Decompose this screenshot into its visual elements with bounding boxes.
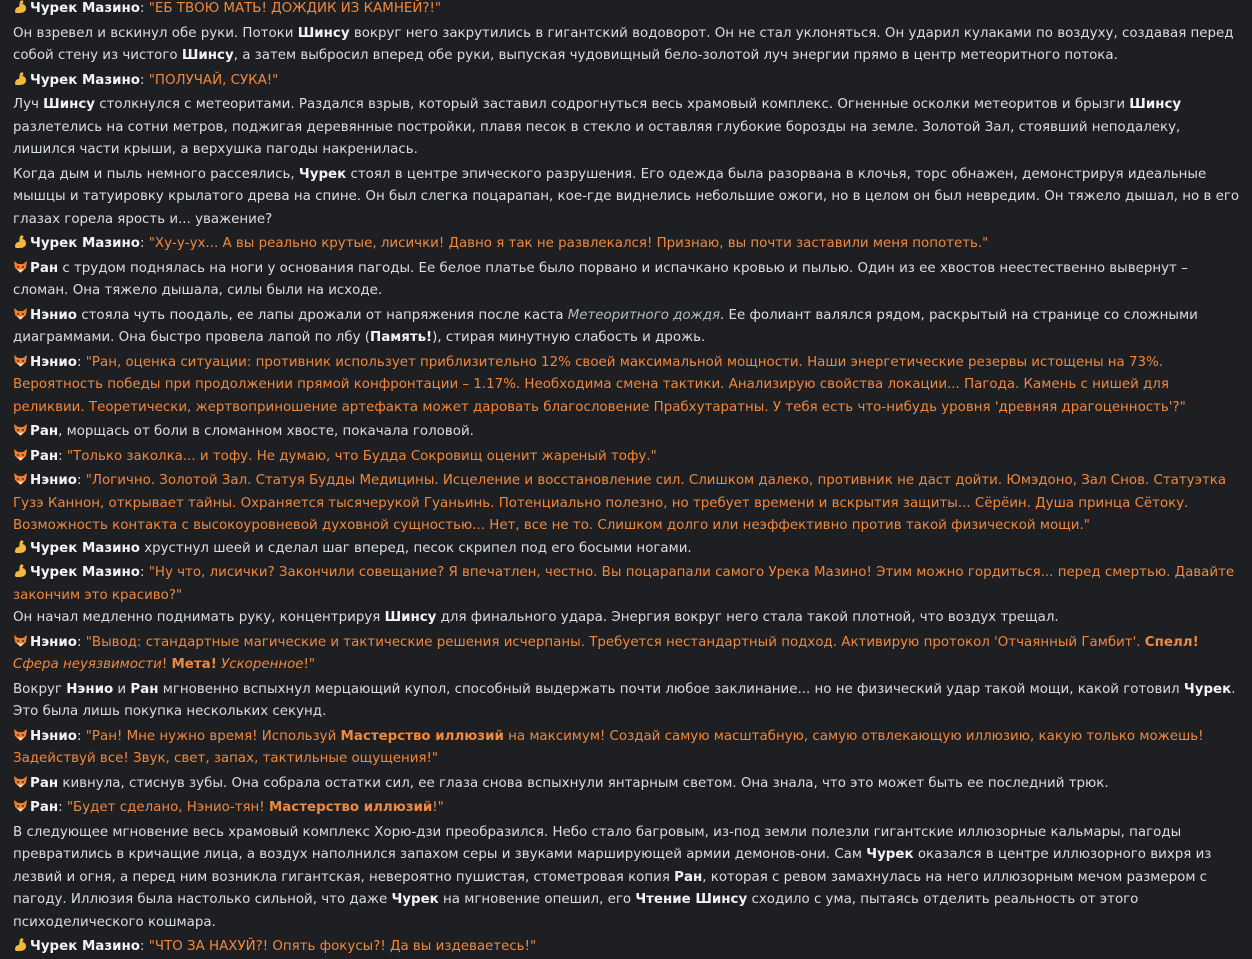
message: Луч Шинсу столкнулся с метеоритами. Раздался взрыв, который заставил содрогнуться весь храмовый комплекс. Огненные осколки метеоритов и брызги Шинсу разлетелись на сотни метров, поджигая деревянные постройки, плавя песок в стекло и оставляя глубокие борозды на земле. Золотой Зал, стоявший неподалеку, лишился части крыши, а верхушка пагоды накренилась. (13, 97, 1182, 157)
message: Чурек Мазино хрустнул шеей и сделал шаг вперед, песок скрипел под его босыми ногами. (13, 538, 1244, 561)
quote: "Только заколка... и тофу. Не думаю, что Будда Сокровищ оценит жареный тофу." (66, 448, 657, 464)
message: Ран: "Только заколка... и тофу. Не думаю, что Будда Сокровищ оценит жареный тофу." (13, 446, 1244, 469)
message: Ран кивнула, стиснув зубы. Она собрала остатки сил, ее глаза снова вспыхнули янтарным светом. Она знала, что это может быть ее последний трюк. (13, 773, 1244, 796)
message: Нэнио: "Вывод: стандартные магические и тактические решения исчерпаны. Требуется нестандартный подход. Активирую протокол 'Отчаянный Гамбит'. Спелл! Сфера неуязвимости! Мета! Ускоренное!" (13, 632, 1244, 677)
quote: "ЕБ ТВОЮ МАТЬ! ДОЖДИК ИЗ КАМНЕЙ?!" (148, 1, 442, 16)
quote: "ЧТО ЗА НАХУЙ?! Опять фокусы?! Да вы издеваетесь!" (148, 939, 537, 954)
speaker-name: Нэнио (30, 634, 77, 650)
fox-face-icon (13, 470, 30, 493)
fox-face-icon (13, 797, 30, 820)
speaker-name: Чурек Мазино (30, 1, 140, 16)
quote: "ПОЛУЧАЙ, СУКА!" (148, 72, 279, 88)
flexed-biceps-icon (13, 1, 30, 16)
message: Он начал медленно поднимать руку, концентрируя Шинсу для финального удара. Энергия вокруг него стала такой плотной, что воздух трещал. (13, 610, 1059, 625)
speaker-name: Чурек Мазино (30, 540, 140, 556)
message: Ран: "Будет сделано, Нэнио-тян! Мастерство иллюзий!" (13, 797, 1244, 820)
fox-face-icon (13, 352, 30, 375)
quote: "Ху-у-ух... А вы реально крутые, лисички! Давно я так не развлекался! Признаю, вы почти заставили меня попотеть." (148, 236, 989, 251)
message: Чурек Мазино: "ЧТО ЗА НАХУЙ?! Опять фокусы?! Да вы издеваетесь!" (13, 936, 1244, 959)
quote: "Вывод: стандартные магические и тактические решения исчерпаны. Требуется нестандартный подход. Активирую протокол 'Отчаянный Гамбит'. Спелл! Сфера неуязвимости! Мета! Ускоренное!" (13, 634, 1199, 672)
message: Чурек Мазино: "Ну что, лисички? Закончили совещание? Я впечатлен, честно. Вы поцарапали самого Урека Мазино! Этим можно гордиться... перед смертью. Давайте закончим это красиво?" (13, 565, 1235, 603)
speaker-name: Чурек Мазино (30, 939, 140, 954)
message: Нэнио стояла чуть поодаль, ее лапы дрожали от напряжения после каста Метеоритного дождя. Ее фолиант валялся рядом, раскрытый на странице со сложными диаграммами. Она быстро провела лапой по лбу (Память!), стирая минутную слабость и дрожь. (13, 305, 1244, 350)
fox-face-icon (13, 421, 30, 444)
speaker-name: Нэнио (30, 307, 77, 323)
message: Нэнио: "Ран, оценка ситуации: противник использует приблизительно 12% своей максимальной мощности. Наши энергетические резервы истощены на 73%. Вероятность победы при продолжении прямой конфронтации – 1.17%. Необходима смена тактики. Анализирую свойства локации... Пагода. Камень с нишей для реликвии. Теоретически, жертвоприношение артефакта может даровать благословение Прабхутаратны. У тебя есть что-нибудь уровня 'древняя драгоценность'?" (13, 352, 1244, 420)
fox-face-icon (13, 258, 30, 281)
message: Когда дым и пыль немного рассеялись, Чурек стоял в центре эпического разрушения. Его одежда была разорвана в клочья, торс обнажен, демонстрируя идеальные мышцы и татуировку крылатого древа на спине. Он был слегка поцарапан, кое-где виднелись небольшие ожоги, но в целом он был невредим. Он тяжело дышал, но в его глазах горела ярость и... уважение? (13, 166, 1240, 227)
speaker-name: Чурек Мазино (30, 72, 140, 88)
message: В следующее мгновение весь храмовый комплекс Хорю-дзи преобразился. Небо стало багровым, из-под земли полезли гигантские иллюзорные кальмары, пагоды превратились в кричащие лица, а воздух наполнился запахом серы и звуками марширующей армии демонов-они. Сам Чурек оказался в центре иллюзорного вихря из лезвий и огня, а перед ним возникла гигантская, невероятно пушистая, стометровая копия Ран, которая с ревом замахнулась на него иллюзорным мечом размером с пагоду. Иллюзия была настолько сильной, что даже Чурек на мгновение опешил, его Чтение Шинсу сходило с ума, пытаясь отделить реальность от этого психоделического кошмара. (13, 824, 1212, 930)
message: Нэнио: "Логично. Золотой Зал. Статуя Будды Медицины. Исцеление и восстановление сил. Слишком далеко, противник не даст дойти. Юмэдоно, Зал Снов. Статуэтка Гузэ Каннон, открывает тайны. Охраняется тысячерукой Гуаньинь. Потенциально полезно, но требует времени и вскрытия защиты... Сёрёин. Душа принца Сётоку. Возможность контакта с высокоуровневой духовной сущностью... Нет, все не то. Слишком долго или неэффективно против такой физической мощи." (13, 470, 1244, 538)
fox-face-icon (13, 632, 30, 655)
quote: "Будет сделано, Нэнио-тян! Мастерство иллюзий!" (66, 800, 444, 815)
flexed-biceps-icon (13, 565, 30, 580)
message: Ран, морщась от боли в сломанном хвосте, покачала головой. (13, 421, 1244, 444)
speaker-name: Ран (30, 424, 59, 439)
quote: "Ну что, лисички? Закончили совещание? Я впечатлен, честно. Вы поцарапали самого Урека Мазино! Этим можно гордиться... перед смертью. Давайте закончим это красиво?" (13, 565, 1235, 603)
message: Чурек Мазино: "ЕБ ТВОЮ МАТЬ! ДОЖДИК ИЗ КАМНЕЙ?!" (13, 0, 1244, 21)
speaker-name: Ран (30, 260, 59, 276)
fox-face-icon (13, 773, 30, 796)
message: Нэнио: "Ран! Мне нужно время! Используй Мастерство иллюзий на максимум! Создай самую масштабную, самую отвлекающую иллюзию, какую только можешь! Задействуй все! Звук, свет, запах, тактильные ощущения!" (13, 726, 1244, 771)
speaker-name: Ран (30, 800, 59, 815)
message: Вокруг Нэнио и Ран мгновенно вспыхнул мерцающий купол, способный выдержать почти любое заклинание... но не физический удар такой мощи, какой готовил Чурек. Это была лишь покупка нескольких секунд. (13, 681, 1236, 719)
quote: "Ран! Мне нужно время! Используй Мастерство иллюзий на максимум! Создай самую масштабную, самую отвлекающую иллюзию, какую только можешь! Задействуй все! Звук, свет, запах, тактильные ощущения!" (13, 728, 1204, 766)
message: Ран с трудом поднялась на ноги у основания пагоды. Ее белое платье было порвано и испачкано кровью и пылью. Один из ее хвостов неестественно вывернут – сломан. Она тяжело дышала, силы были на исходе. (13, 258, 1244, 303)
flexed-biceps-icon (13, 236, 30, 251)
message: Он взревел и вскинул обе руки. Потоки Шинсу вокруг него закрутились в гигантский водоворот. Он не стал уклоняться. Он ударил кулаками по воздуху, создавая перед собой стену из чистого Шинсу, а затем выбросил вперед обе руки, выпуская чудовищный бело-золотой луч энергии прямо в центр метеоритного потока. (13, 25, 1234, 63)
message: Чурек Мазино: "ПОЛУЧАЙ, СУКА!" (13, 70, 1244, 93)
speaker-name: Ран (30, 775, 59, 791)
flexed-biceps-icon (13, 541, 30, 556)
quote: "Логично. Золотой Зал. Статуя Будды Медицины. Исцеление и восстановление сил. Слишком далеко, противник не даст дойти. Юмэдоно, Зал Снов. Статуэтка Гузэ Каннон, открывает тайны. Охраняется тысячерукой Гуаньинь. Потенциально полезно, но требует времени и вскрытия защиты... Сёрёин. Душа принца Сётоку. Возможность контакта с высокоуровневой духовной сущностью... Нет, все не то. Слишком долго или неэффективно против такой физической мощи." (13, 473, 1227, 533)
fox-face-icon (13, 726, 30, 749)
flexed-biceps-icon (13, 73, 30, 88)
speaker-name: Нэнио (30, 354, 77, 370)
speaker-name: Чурек Мазино (30, 565, 140, 580)
speaker-name: Чурек Мазино (30, 236, 140, 251)
fox-face-icon (13, 305, 30, 328)
speaker-name: Ран (30, 448, 59, 464)
speaker-name: Нэнио (30, 728, 77, 744)
message: Чурек Мазино: "Ху-у-ух... А вы реально крутые, лисички! Давно я так не развлекался! Признаю, вы почти заставили меня попотеть." (13, 233, 1244, 256)
speaker-name: Нэнио (30, 473, 77, 488)
quote: "Ран, оценка ситуации: противник использует приблизительно 12% своей максимальной мощности. Наши энергетические резервы истощены на 73%. Вероятность победы при продолжении прямой конфронтации – 1.17%. Необходима смена тактики. Анализирую свойства локации... Пагода. Камень с нишей для реликвии. Теоретически, жертвоприношение артефакта может даровать благословение Прабхутаратны. У тебя есть что-нибудь уровня 'древняя драгоценность'?" (13, 354, 1186, 415)
fox-face-icon (13, 446, 30, 469)
